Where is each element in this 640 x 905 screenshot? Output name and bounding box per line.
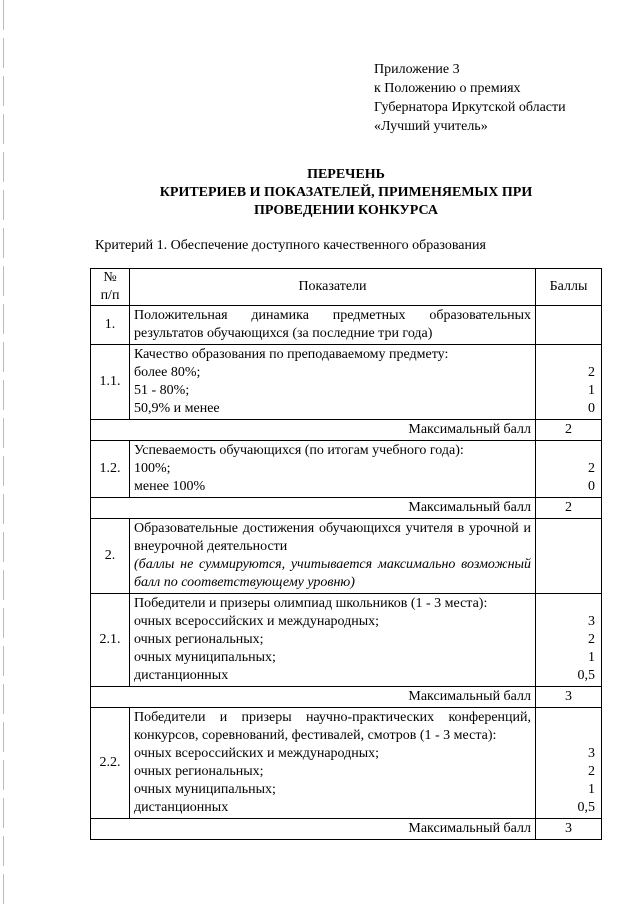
row-number: 2. [91,519,130,594]
indicator-item: очных всероссийских и международных; [134,746,380,761]
max-points-value: 2 [536,498,602,519]
indicator-heading: Победители и призеры научно-практических конференций, конкурсов, соревнований, фестивалей, смотров (1 - 3 места): [134,710,531,743]
indicator-item: очных региональных; [134,764,264,779]
row-indicator [130,594,536,687]
row-number: 1.2. [91,441,130,498]
points-value: 2 [588,632,595,647]
max-points-value: 2 [536,420,602,441]
row-number: 1.1. [91,345,130,420]
max-points-row [91,819,602,840]
appendix-line: к Положению о премиях [374,81,521,96]
row-indicator [130,519,536,594]
table-row [91,519,602,594]
criteria-table [90,268,602,840]
row-indicator [130,345,536,420]
points-value: 0,5 [577,800,595,815]
max-points-row [91,687,602,708]
table-row [91,345,602,420]
row-indicator [130,441,536,498]
indicator-item: дистанционных [134,800,229,815]
title-line: ПЕРЕЧЕНЬ [307,167,385,182]
scan-edge-mark [3,0,4,905]
max-points-row [91,498,602,519]
table-row [91,306,602,345]
max-points-label: Максимальный балл [91,819,536,840]
appendix-line: «Лучший учитель» [374,119,488,134]
row-points [536,345,602,420]
points-value: 2 [588,365,595,380]
indicator-heading: Успеваемость обучающихся (по итогам учебного года): [134,443,464,458]
header-number [91,269,130,306]
row-number: 2.2. [91,708,130,819]
table-row [91,708,602,819]
header-number-line: п/п [100,288,120,303]
appendix-note [374,60,566,136]
header-indicators: Показатели [130,269,536,306]
table-row [91,594,602,687]
indicator-item: очных всероссийских и международных; [134,614,380,629]
points-value: 3 [588,614,595,629]
max-points-row [91,420,602,441]
points-value: 2 [588,461,595,476]
row-indicator [130,708,536,819]
max-points-label: Максимальный балл [91,498,536,519]
table-row [91,441,602,498]
points-value: 1 [588,383,595,398]
indicator-item: очных региональных; [134,632,264,647]
points-value: 1 [588,650,595,665]
header-number-line: № [103,270,117,285]
document-title [90,166,602,220]
row-number: 1. [91,306,130,345]
appendix-line: Губернатора Иркутской области [374,100,566,115]
indicator-item: дистанционных [134,668,229,683]
header-points: Баллы [536,269,602,306]
indicator-item: очных муниципальных; [134,782,276,797]
max-points-label: Максимальный балл [91,420,536,441]
points-value: 1 [588,782,595,797]
row-points [536,519,602,594]
indicator-item: очных муниципальных; [134,650,276,665]
indicator-item: менее 100% [134,479,206,494]
indicator-note: (баллы не суммируются, учитывается максимально возможный балл по соответствующему уровню) [134,557,531,590]
indicator-heading: Победители и призеры олимпиад школьников (1 - 3 места): [134,596,488,611]
indicator-heading: Качество образования по преподаваемому предмету: [134,347,449,362]
title-line: ПРОВЕДЕНИИ КОНКУРСА [253,203,439,218]
row-points [536,708,602,819]
indicator-item: 100%; [134,461,171,476]
max-points-value: 3 [536,819,602,840]
indicator-item: 51 - 80%; [134,383,190,398]
indicator-item: более 80%; [134,365,201,380]
row-indicator: Положительная динамика предметных образовательных результатов обучающихся (за последние три года) [130,306,536,345]
title-line: КРИТЕРИЕВ И ПОКАЗАТЕЛЕЙ, ПРИМЕНЯЕМЫХ ПРИ [159,185,533,200]
points-value: 0 [588,401,595,416]
appendix-line: Приложение 3 [374,62,460,77]
row-number: 2.1. [91,594,130,687]
points-value: 3 [588,746,595,761]
indicator-text: Образовательные достижения обучающихся учителя в урочной и внеурочной деятельности [134,521,531,554]
criterion-heading: Критерий 1. Обеспечение доступного качественного образования [95,238,486,253]
points-value: 2 [588,764,595,779]
max-points-label: Максимальный балл [91,687,536,708]
row-points [536,441,602,498]
row-points [536,594,602,687]
points-value: 0 [588,479,595,494]
table-header-row [91,269,602,306]
max-points-value: 3 [536,687,602,708]
indicator-item: 50,9% и менее [134,401,220,416]
row-points [536,306,602,345]
points-value: 0,5 [577,668,595,683]
